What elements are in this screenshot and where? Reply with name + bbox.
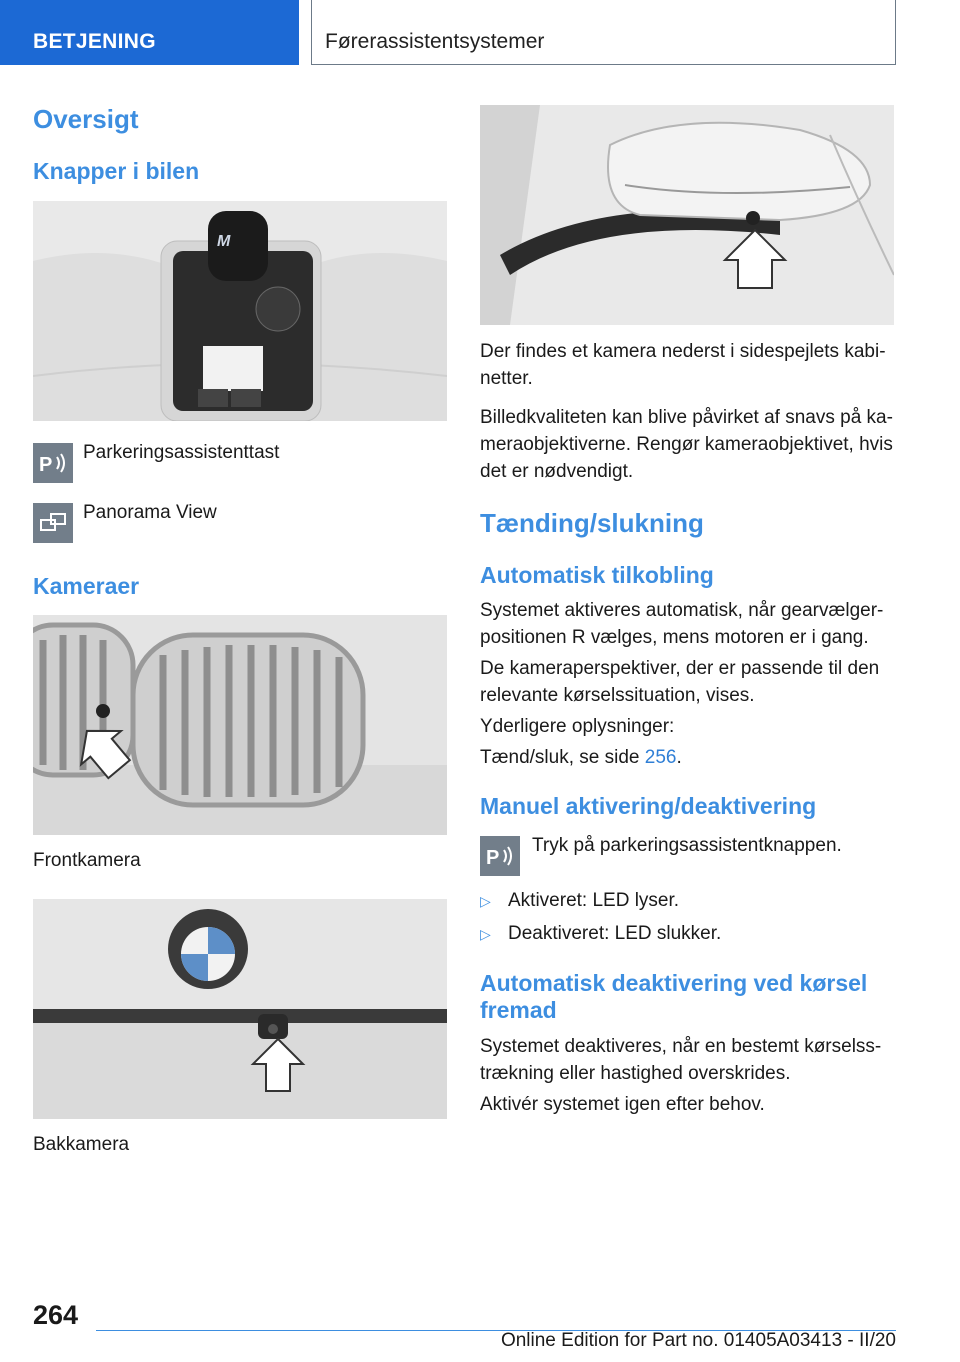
svg-text:P: P [39, 454, 53, 476]
center-console-image [33, 201, 447, 421]
panorama-view-label: Panorama View [83, 502, 217, 523]
page-number: 264 [33, 1300, 79, 1330]
on-off-title: Tænding/slukning [480, 508, 704, 538]
on-off-reference-end: . [676, 747, 682, 768]
mirror-text-line-2: netter. [480, 368, 533, 389]
image-quality-line-1: Billedkvaliteten kan blive påvirket af snavs på ka- [480, 407, 893, 428]
mirror-text-line-1: Der findes et kamera nederst i sidespejlets kabi- [480, 341, 886, 362]
rear-camera-caption: Bakkamera [33, 1134, 130, 1155]
list-item [480, 887, 679, 915]
bullet-triangle-icon: ▷ [480, 926, 491, 942]
auto-off-text-3: Aktivér systemet igen efter behov. [480, 1094, 765, 1115]
svg-text:M: M [217, 233, 231, 250]
section-title: BETJENING [33, 30, 156, 53]
bullet-text: Aktiveret: LED lyser. [508, 890, 680, 911]
manual-heading: Manuel aktivering/deaktivering [480, 793, 817, 819]
bullet-text: Deaktiveret: LED slukker. [508, 923, 722, 944]
image-quality-line-3: det er nødvendigt. [480, 461, 634, 482]
auto-on-text-2: positionen R vælges, mens motoren er i gang. [480, 627, 869, 648]
image-quality-line-2: meraobjektiverne. Rengør kameraobjektivet, hvis [480, 434, 893, 455]
park-assist-icon [480, 836, 520, 876]
page-256-link[interactable]: 256 [644, 747, 677, 768]
auto-off-heading-line-2: fremad [480, 997, 557, 1023]
auto-on-heading: Automatisk tilkobling [480, 562, 714, 588]
more-info-label: Yderligere oplysninger: [480, 716, 675, 737]
rear-camera-image [33, 899, 447, 1119]
panorama-view-icon [33, 503, 73, 543]
auto-off-text-1: Systemet deaktiveres, når en bestemt kørselss- [480, 1036, 882, 1057]
cameras-heading: Kameraer [33, 573, 140, 599]
chapter-title: Førerassistentsystemer [325, 30, 545, 53]
edition-note: Online Edition for Part no. 01405A03413 - II/20 [500, 1330, 896, 1351]
auto-off-text-2: trækning eller hastighed overskrides. [480, 1063, 791, 1084]
svg-text:P: P [486, 847, 500, 869]
bullet-triangle-icon: ▷ [480, 893, 491, 909]
auto-on-text-4: relevante kørselssituation, vises. [480, 685, 755, 706]
auto-off-heading-line-1: Automatisk deaktivering ved kørsel [480, 970, 868, 996]
park-assist-label: Parkeringsassistenttast [83, 442, 280, 463]
section-tab [0, 0, 299, 65]
page-title: Oversigt [33, 104, 139, 134]
on-off-reference-text: Tænd/sluk, se side [480, 747, 645, 768]
front-grille-image [33, 615, 447, 835]
chapter-tab [311, 0, 896, 65]
auto-on-text-1: Systemet aktiveres automatisk, når gearvælger- [480, 600, 884, 621]
park-assist-icon [33, 443, 73, 483]
list-item [480, 920, 721, 948]
on-off-reference [480, 744, 682, 771]
manual-text: Tryk på parkeringsassistentknappen. [532, 835, 842, 856]
auto-on-text-3: De kameraperspektiver, der er passende til den [480, 658, 880, 679]
front-camera-caption: Frontkamera [33, 850, 141, 871]
side-mirror-image [480, 105, 894, 325]
buttons-heading: Knapper i bilen [33, 158, 200, 184]
